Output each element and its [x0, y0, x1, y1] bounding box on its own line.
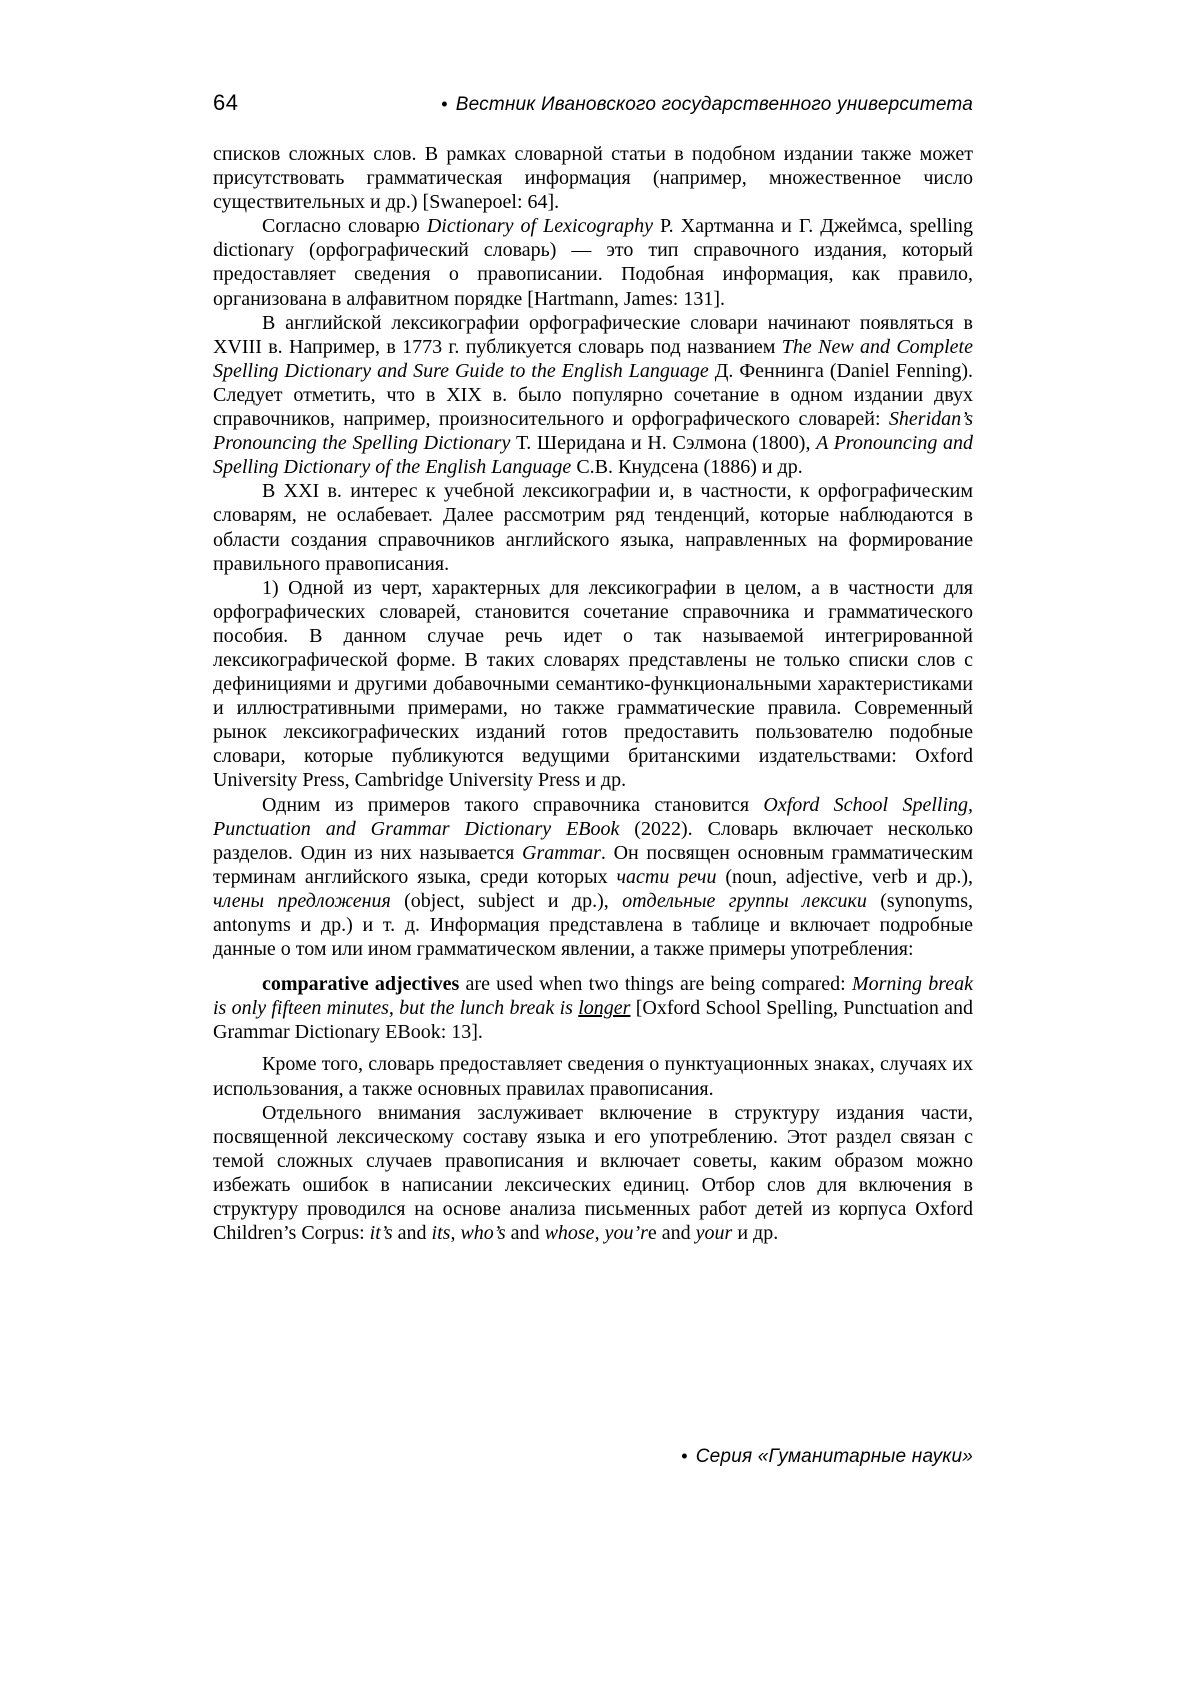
series-title: Серия «Гуманитарные науки»: [695, 1446, 973, 1467]
journal-title: Вестник Ивановского государственного университета: [455, 94, 973, 115]
footer-bullet-icon: •: [681, 1446, 688, 1466]
paragraph-8: Кроме того, словарь предоставляет сведения о пунктуационных знаках, случаях их использования, а также основных правилах правописания.: [213, 1053, 973, 1100]
page-number: 64: [213, 90, 239, 115]
paragraph-4: В XXI в. интерес к учебной лексикографии и, в частности, к орфографическим словарям, не ослабевает. Далее рассмотрим ряд тенденций, которые наблюдаются в области создания справочников английского языка, направленных на формирование правильного правописания.: [213, 480, 973, 575]
header-bullet-icon: •: [441, 94, 448, 114]
paragraph-1: списков сложных слов. В рамках словарной статьи в подобном издании также может присутствовать грамматическая информация (например, множественное число существительных и др.) [Swanepoel: 64].: [213, 143, 973, 214]
paragraph-5: 1) Одной из черт, характерных для лексикографии в целом, а в частности для орфографических словарей, становится сочетание справочника и грамматического пособия. В данном случае речь идет о так называемой интегрированной лексикографической форме. В таких словарях представлены не только списки слов с дефинициями и другими добавочными семантико-функциональными характеристиками и иллюстративными примерами, но также грамматические правила. Современный рынок лексикографических изданий готов предоставить пользователю подобные словари, которые публикуются ведущими британскими издательствами: Oxford University Press, Cambridge University Press и др.: [213, 576, 973, 792]
running-footer: [213, 1446, 973, 1468]
running-head: [441, 94, 973, 116]
paragraph-3: В английской лексикографии орфографические словари начинают появляться в XVIII в. Например, в 1773 г. публикуется словарь под названием The New and Complete Spelling Dictionary and Sure Guide to the English Language Д. Феннинга (Daniel Fenning). Следует отметить, что в XIX в. было популярно сочетание в одном издании двух справочников, например, произносительного и орфографического словарей: Sheridan’s Pronouncing the Spelling Dictionary Т. Шеридана и Н. Сэлмона (1800), A Pronouncing and Spelling Dictionary of the English Language С.В. Кнудсена (1886) и др.: [213, 311, 974, 479]
paragraph-6: Одним из примеров такого справочника становится Oxford School Spelling, Punctuation and Grammar Dictionary EBook (2022). Словарь включает несколько разделов. Один из них называется Grammar. Он посвящен основным грамматическим терминам английского языка, среди которых части речи (noun, adjective, verb и др.), члены предложения (object, subject и др.), отдельные группы лексики (synonyms, antonyms и др.) и т. д. Информация представлена в таблице и включает подробные данные о том или ином грамматическом явлении, а также примеры употребления:: [213, 793, 974, 961]
paragraph-2: Согласно словарю Dictionary of Lexicography Р. Хартманна и Г. Джеймса, spelling dictionary (орфографический словарь) — это тип справочного издания, который предоставляет сведения о правописании. Подобная информация, как правило, организована в алфавитном порядке [Hartmann, James: 131].: [213, 215, 973, 310]
running-header: [213, 90, 973, 116]
paragraph-9: Отдельного внимания заслуживает включение в структуру издания части, посвященной лексическому составу языка и его употреблению. Этот раздел связан с темой сложных случаев правописания и включает советы, каким образом можно избежать ошибок в написании лексических единиц. Отбор слов для включения в структуру проводился на основе анализа письменных работ детей из корпуса Oxford Children’s Corpus: it’s and its, who’s and whose, you’re and your и др.: [213, 1101, 973, 1245]
article-body: [213, 142, 973, 1245]
example-block: comparative adjectives are used when two things are being compared: Morning break is only fifteen minutes, but the lunch break is longer [Oxford School Spelling, Punctuation and Grammar Dictionary EBook: 13].: [213, 973, 974, 1044]
